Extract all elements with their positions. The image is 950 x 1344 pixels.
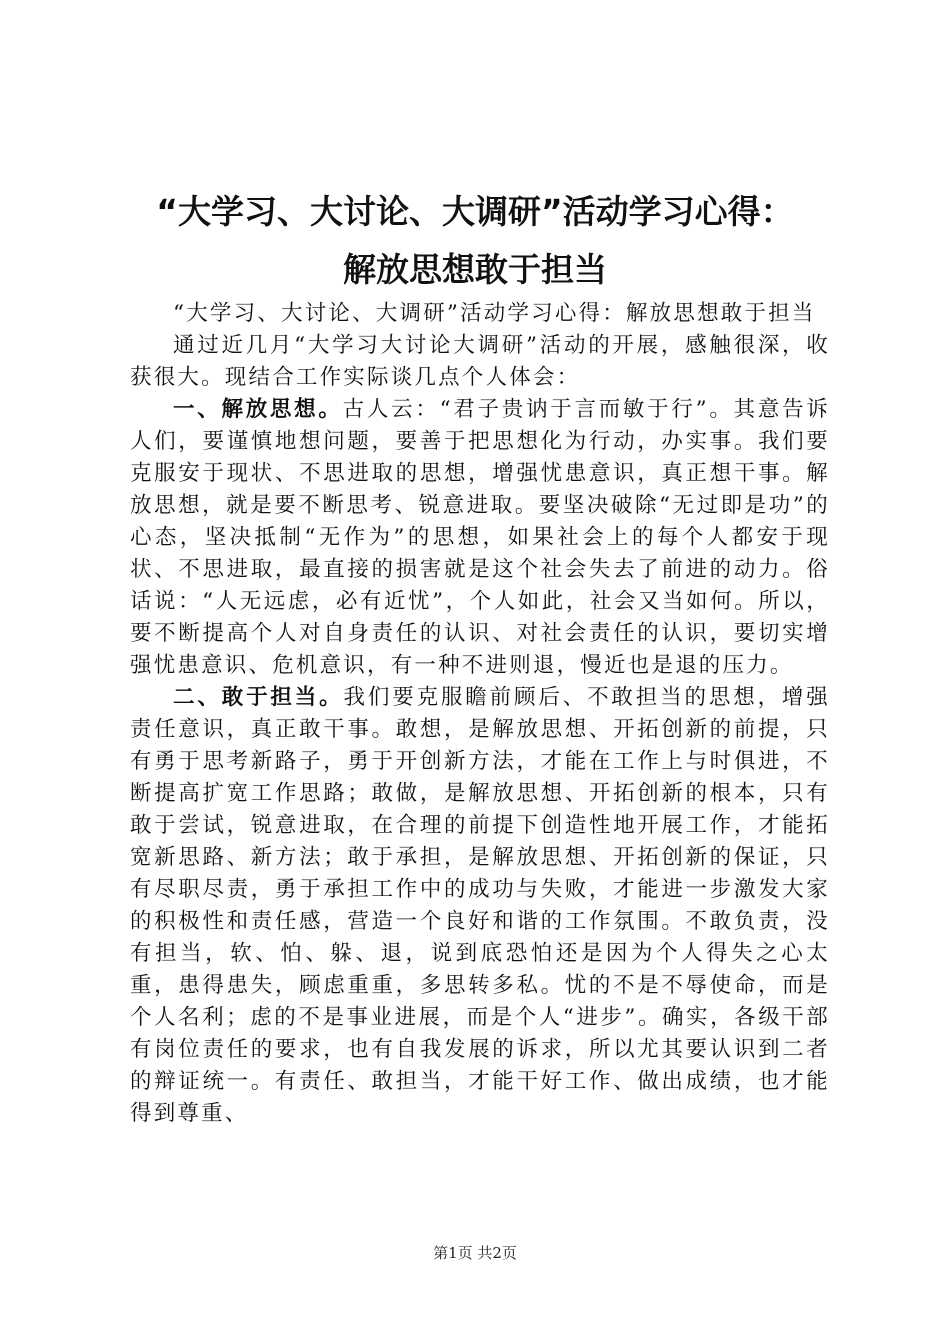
document-title-line-2: 解放思想敢于担当 bbox=[343, 250, 607, 289]
section-2-heading: 二、敢于担当。 bbox=[173, 685, 344, 710]
intro-title-paragraph: “大学习、大讨论、大调研”活动学习心得：解放思想敢于担当 bbox=[173, 301, 816, 326]
document-title-line-1: “大学习、大讨论、大调研”活动学习心得： bbox=[156, 192, 794, 231]
section-1-text: 古人云：“君子贵讷于言而敏于行”。其意告诉人们，要谨慎地想问题，要善于把思想化为行动，办实事。我们要克服安于现状、不思进取的思想，增强忧患意识，真正想干事。解放思想，就是要不断思考、锐意进取。要坚决破除“无过即是功”的心态，坚决抵制“无作为”的思想，如果社会上的每个人都安于现状、不思进取，最直接的损害就是这个社会失去了前进的动力。俗话说：“人无远虑，必有近忧”，个人如此，社会又当如何。所以，要不断提高个人对自身责任的认识、对社会责任的认识，要切实增强忧患意识、危机意识，有一种不进则退，慢近也是退的压力。 bbox=[130, 397, 830, 678]
section-2-text: 我们要克服瞻前顾后、不敢担当的思想，增强责任意识，真正敢干事。敢想，是解放思想、开拓创新的前提，只有勇于思考新路子，勇于开创新方法，才能在工作上与时俱进，不断提高扩宽工作思路；敢做，是解放思想、开拓创新的根本，只有敢于尝试，锐意进取，在合理的前提下创造性地开展工作，才能拓宽新思路、新方法；敢于承担，是解放思想、开拓创新的保证，只有尽职尽责，勇于承担工作中的成功与失败，才能进一步激发大家的积极性和责任感，营造一个良好和谐的工作氛围。不敢负责，没有担当，软、怕、躲、退，说到底恐怕还是因为个人得失之心太重，患得患失，顾虑重重，多思转多私。忧的不是不辱使命，而是个人名利；虑的不是事业进展，而是个人“进步”。确实，各级干部有岗位责任的要求，也有自我发展的诉求，所以尤其要认识到二者的辩证统一。有责任、敢担当，才能干好工作、做出成绩，也才能得到尊重、 bbox=[130, 685, 830, 1126]
intro-paragraph: 通过近几月“大学习大讨论大调研”活动的开展，感触很深，收获很大。现结合工作实际谈几点个人体会： bbox=[130, 333, 830, 390]
page-number-footer: 第1页 共2页 bbox=[433, 1244, 517, 1262]
document-body bbox=[130, 298, 830, 1130]
section-1-heading: 一、解放思想。 bbox=[173, 397, 343, 422]
section-2-paragraph bbox=[130, 682, 830, 1130]
section-1-paragraph bbox=[130, 394, 830, 682]
